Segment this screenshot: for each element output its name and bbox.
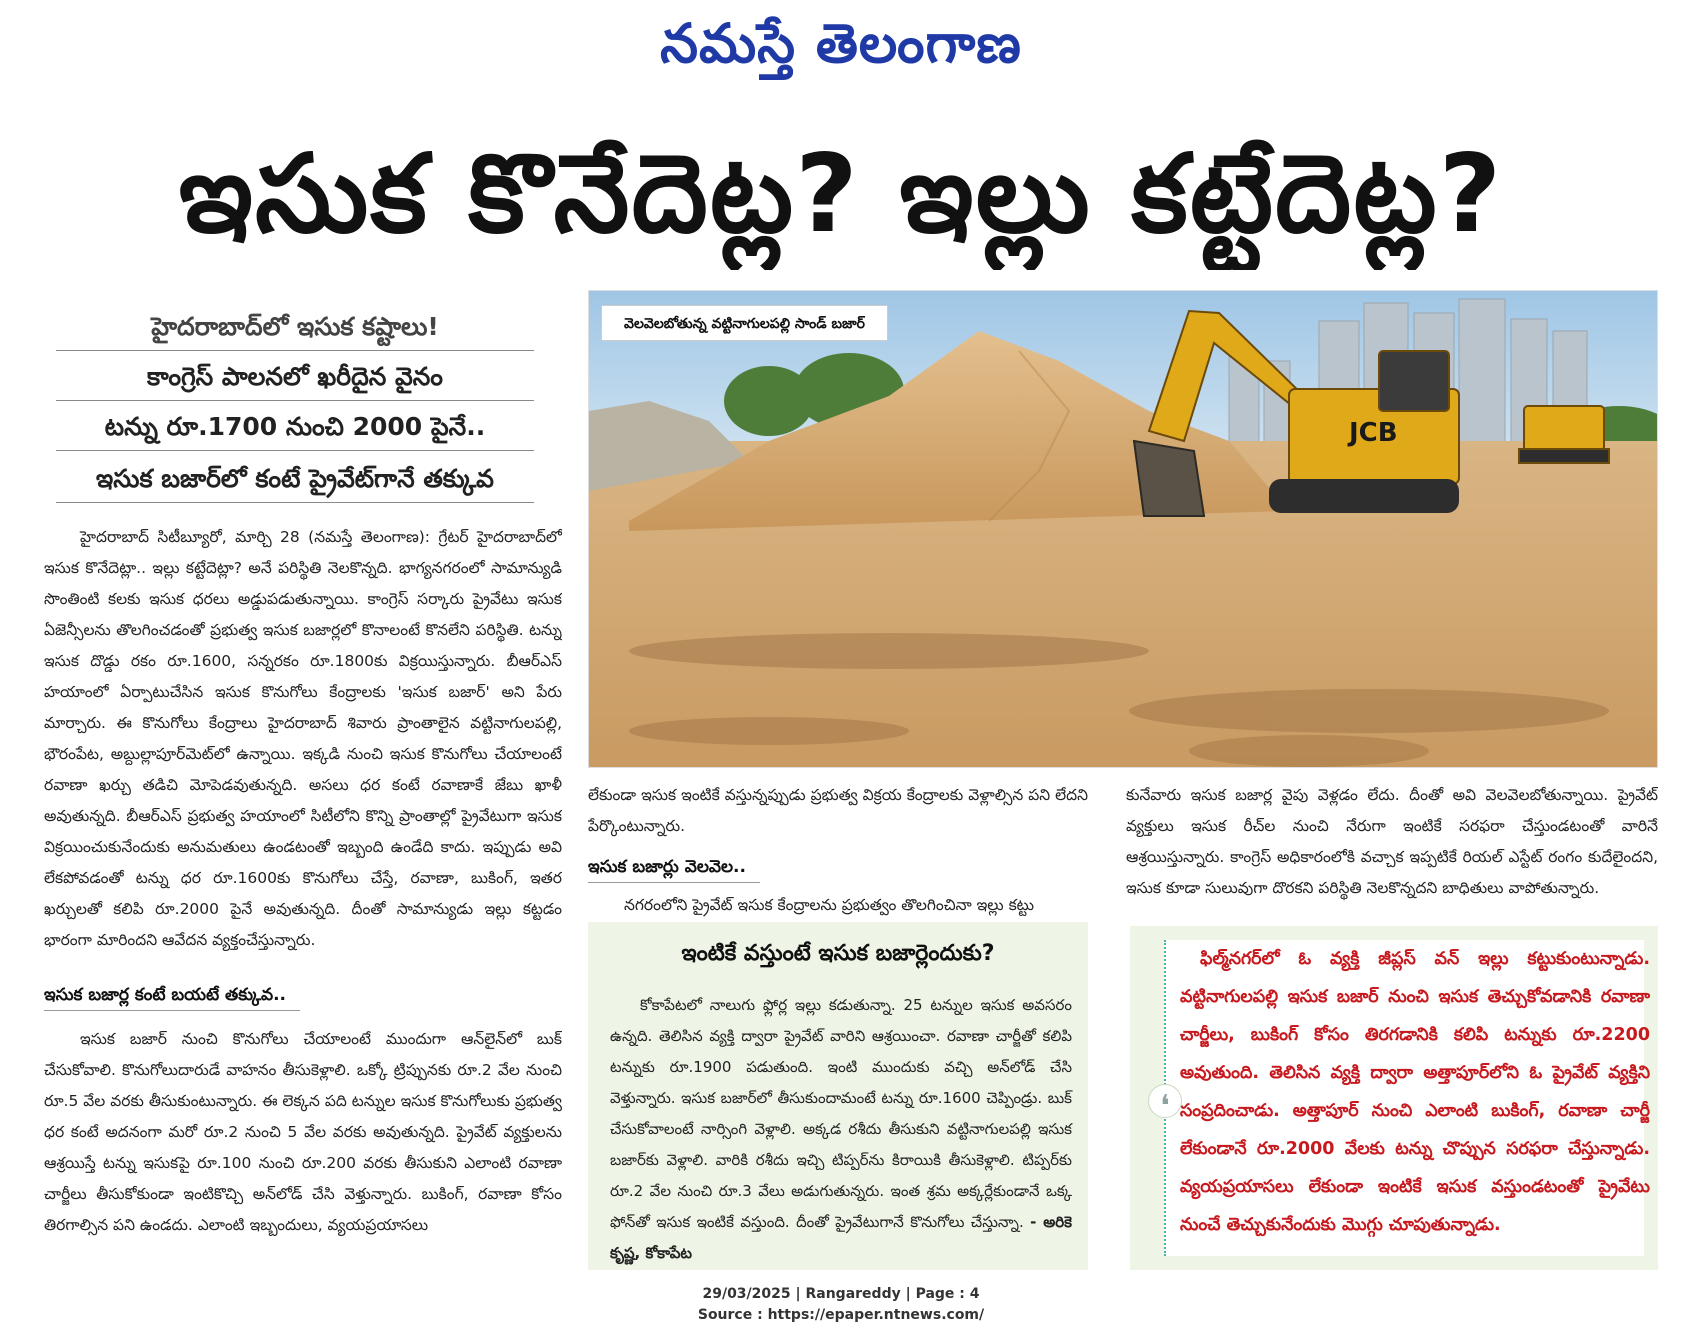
page-footer	[0, 1284, 1682, 1326]
article-paragraph: నగరంలోని ప్రైవేట్ ఇసుక కేంద్రాలను ప్రభుత్వం తొలగించినా ఇల్లు కట్టు	[624, 896, 1035, 914]
highlight-text	[1180, 940, 1650, 1244]
article-paragraph: కునేవారు ఇసుక బజార్ల వైపు వెళ్లడం లేదు. దీంతో అవి వెలవెలబోతున్నాయి. ప్రైవేట్ వ్యక్తులు ఇసుక రీచ్‌ల నుంచి నేరుగా ఇంటికే సరఫరా చేస్తుండటంతో వారినే ఆశ్రయిస్తున్నారు. కాంగ్రెస్ అధికారంలోకి వచ్చాక ఇప్పటికే రియల్ ఎస్టేట్ రంగం కుదేలైందని, ఇసుక కూడా సులువుగా దొరకని పరిస్థితి నెలకొన్నదని బాధితులు వాపోతున్నారు.	[1126, 786, 1658, 897]
article-column-1-continued	[44, 1024, 562, 1272]
subhead-1: హైదరాబాద్‌లో ఇసుక కష్టాలు!	[56, 304, 534, 351]
quote-mark-icon: ❛	[1148, 1084, 1182, 1118]
subhead-2: కాంగ్రెస్ పాలనలో ఖరీదైన వైనం	[56, 354, 534, 401]
sand-bazaar-photo	[588, 290, 1658, 768]
quote-attribution: - అరికె కృష్ణ, కోకాపేట	[610, 1213, 1072, 1262]
article-column-1	[44, 522, 562, 964]
article-paragraph: హైదరాబాద్ సిటీబ్యూరో, మార్చి 28 (నమస్తే తెలంగాణ): గ్రేటర్ హైదరాబాద్‌లో ఇసుక కొనేదెట్లా.. ఇల్లు కట్టేదెట్లా? అనే పరిస్థితి నెలకొన్నది. భాగ్యనగరంలో సామాన్యుడి సొంతింటి కలకు ఇసుక ధరలు అడ్డుపడుతున్నాయి. కాంగ్రెస్ సర్కారు ప్రైవేటు ఇసుక ఏజెన్సీలను తొలగించడంతో ప్రభుత్వ ఇసుక బజార్లలో కొనాలంటే కొనలేని పరిస్థితి. టన్ను ఇసుక దొడ్డు రకం రూ.1600, సన్నరకం రూ.1800కు విక్రయిస్తున్నారు. బీఆర్‌ఎస్ హయాంలో ఏర్పాటుచేసిన ఇసుక కొనుగోలు కేంద్రాలకు 'ఇసుక బజార్' అని పేరు మార్చారు. ఈ కొనుగోలు కేంద్రాలు హైదరాబాద్ శివారు ప్రాంతాలైన వట్టినాగులపల్లి, భౌరంపేట, అబ్దుల్లాపూర్‌మెట్‌లో ఉన్నాయి. ఇక్కడి నుంచి ఇసుక కొనుగోలు చేయాలంటే రవాణా ఖర్చు తడిచి మోపెడవుతున్నది. అసలు ధర కంటే రవాణాకే జేబు ఖాళీ అవుతున్నది. బీఆర్‌ఎస్ ప్రభుత్వ హయాంలో సిటీలోని కొన్ని ప్రాంతాల్లో ప్రైవేటుగా ఇసుక విక్రయించుకునేందుకు అనుమతులు ఉండటంతో ఇబ్బంది ఉండేది కాదు. ఇప్పుడు అవి లేకపోవడంతో టన్ను ధర రూ.1600కు కొనుగోలు చేస్తే, రవాణా, బుకింగ్, ఇతర ఖర్చులతో కలిపి రూ.2000 పైనే అవుతున్నది. దీంతో సామాన్యుడు ఇల్లు కట్టడం భారంగా మారిందని ఆవేదన వ్యక్తంచేస్తున్నారు.	[44, 528, 562, 949]
article-column-3	[1126, 780, 1658, 912]
article-column-2	[588, 780, 1088, 844]
footer-date-page: 29/03/2025 | Rangareddy | Page : 4	[702, 1286, 980, 1302]
article-paragraph: ఇసుక బజార్ నుంచి కొనుగోలు చేయాలంటే ముందుగా ఆన్‌లైన్‌లో బుక్ చేసుకోవాలి. కొనుగోలుదారుడే వాహనం తీసుకెళ్లాలి. ఒక్కో ట్రిప్పునకు రూ.2 వేల నుంచి రూ.5 వేల వరకు తీసుకుంటున్నారు. ఈ లెక్కన పది టన్నుల ఇసుక కొనుగోలుకు ప్రభుత్వ ధర కంటే అదనంగా మరో రూ.2 నుంచి 5 వేల వరకు అవుతున్నది. ప్రైవేట్ వ్యక్తులను ఆశ్రయిస్తే టన్ను ఇసుకపై రూ.100 నుంచి రూ.200 వరకు తీసుకుని ఎలాంటి రవాణా చార్జీలు తీసుకోకుండా ఇంటికొచ్చి అన్‌లోడ్ చేసి వెళ్తున్నారు. బుకింగ్, రవాణా కోసం తిరగాల్సిన పని ఉండదు. ఎలాంటి ఇబ్బందులు, వ్యయప్రయాసలు	[44, 1030, 562, 1234]
highlight-box	[1130, 926, 1658, 1270]
quote-box-title: ఇంటికే వస్తుంటే ఇసుక బజార్లెందుకు?	[681, 941, 995, 966]
article-column-2-continued	[588, 890, 1088, 922]
citizen-quote-box	[588, 922, 1088, 1270]
footer-source-link[interactable]: Source : https://epaper.ntnews.com/	[697, 1307, 985, 1323]
excavator-brand-label: JCB	[1349, 418, 1398, 448]
quote-box-body	[610, 990, 1072, 1269]
article-paragraph: లేకుండా ఇసుక ఇంటికే వస్తున్నప్పుడు ప్రభుత్వ విక్రయ కేంద్రాలకు వెళ్లాల్సిన పని లేదని పేర్కొంటున్నారు.	[588, 786, 1088, 835]
subhead-3: టన్ను రూ.1700 నుంచి 2000 పైనే..	[56, 404, 534, 451]
quote-text: కోకాపేటలో నాలుగు ఫ్లోర్ల ఇల్లు కడుతున్నా. 25 టన్నుల ఇసుక అవసరం ఉన్నది. తెలిసిన వ్యక్తి ద్వారా ప్రైవేట్ వారిని ఆశ్రయించా. రవాణా చార్జీతో కలిపి టన్నుకు రూ.1900 పడుతుంది. ఇంటి ముందుకు వచ్చి అన్‌లోడ్ చేసి వెళ్తున్నారు. ఇసుక బజార్‌లో తీసుకుందామంటే టన్ను రూ.1600 చెప్పిండ్రు. బుక్ చేసుకోవాలంటే నార్సింగి వెళ్లాలి. అక్కడ రశీదు తీసుకుని వట్టినాగులపల్లి ఇసుక బజార్‌కు వెళ్లాలి. వారికి రశీదు ఇచ్చి టిప్పర్‌ను కిరాయికి తీసుకెళ్లాలి. టిప్పర్‌కు రూ.2 వేల నుంచి రూ.3 వేలు అడుగుతున్నరు. ఇంత శ్రమ అక్కర్లేకుండానే ఒక్క ఫోన్‌తో ఇసుక ఇంటికే వస్తుంది. దీంతో ప్రైవేటుగానే కొనుగోలు చేస్తున్నా.	[610, 996, 1072, 1231]
photo-caption: వెలవెలబోతున్న వట్టినాగులపల్లి సాండ్ బజార్	[601, 305, 888, 341]
main-headline: ఇసుక కొనేదెట్ల? ఇల్లు కట్టేదెట్ల?	[178, 132, 1504, 257]
highlight-paragraph: ఫిల్మ్‌నగర్‌లో ఓ వ్యక్తి జీప్లస్ వన్ ఇల్లు కట్టుకుంటున్నాడు. వట్టినాగులపల్లి ఇసుక బజార్ నుంచి ఇసుక తెచ్చుకోవడానికి రవాణా చార్జీలు, బుకింగ్ కోసం తిరగడానికి కలిపి టన్నుకు రూ.2200 అవుతుంది. తెలిసిన వ్యక్తి ద్వారా అత్తాపూర్‌లోని ఓ ప్రైవేట్ వ్యక్తిని సంప్రదించాడు. అత్తాపూర్ నుంచి ఎలాంటి బుకింగ్, రవాణా చార్జీ లేకుండానే రూ.2000 వేలకు టన్ను చొప్పున సరఫరా చేస్తున్నాడు. వ్యయప్రయాసలు లేకుండా ఇంటికే ఇసుక వస్తుండటంతో ప్రైవేటు నుంచే తెచ్చుకునేందుకు మొగ్గు చూపుతున్నాడు.	[1180, 949, 1650, 1235]
section-heading: ఇసుక బజార్లు వెలవెల..	[588, 852, 760, 883]
highlight-box-inner	[1164, 940, 1650, 1256]
section-heading: ఇసుక బజార్ల కంటే బయటే తక్కువ..	[44, 980, 300, 1011]
newspaper-masthead: నమస్తే తెలంగాణ	[660, 12, 1022, 75]
subhead-4: ఇసుక బజార్‌లో కంటే ప్రైవేట్‌గానే తక్కువ	[56, 456, 534, 503]
